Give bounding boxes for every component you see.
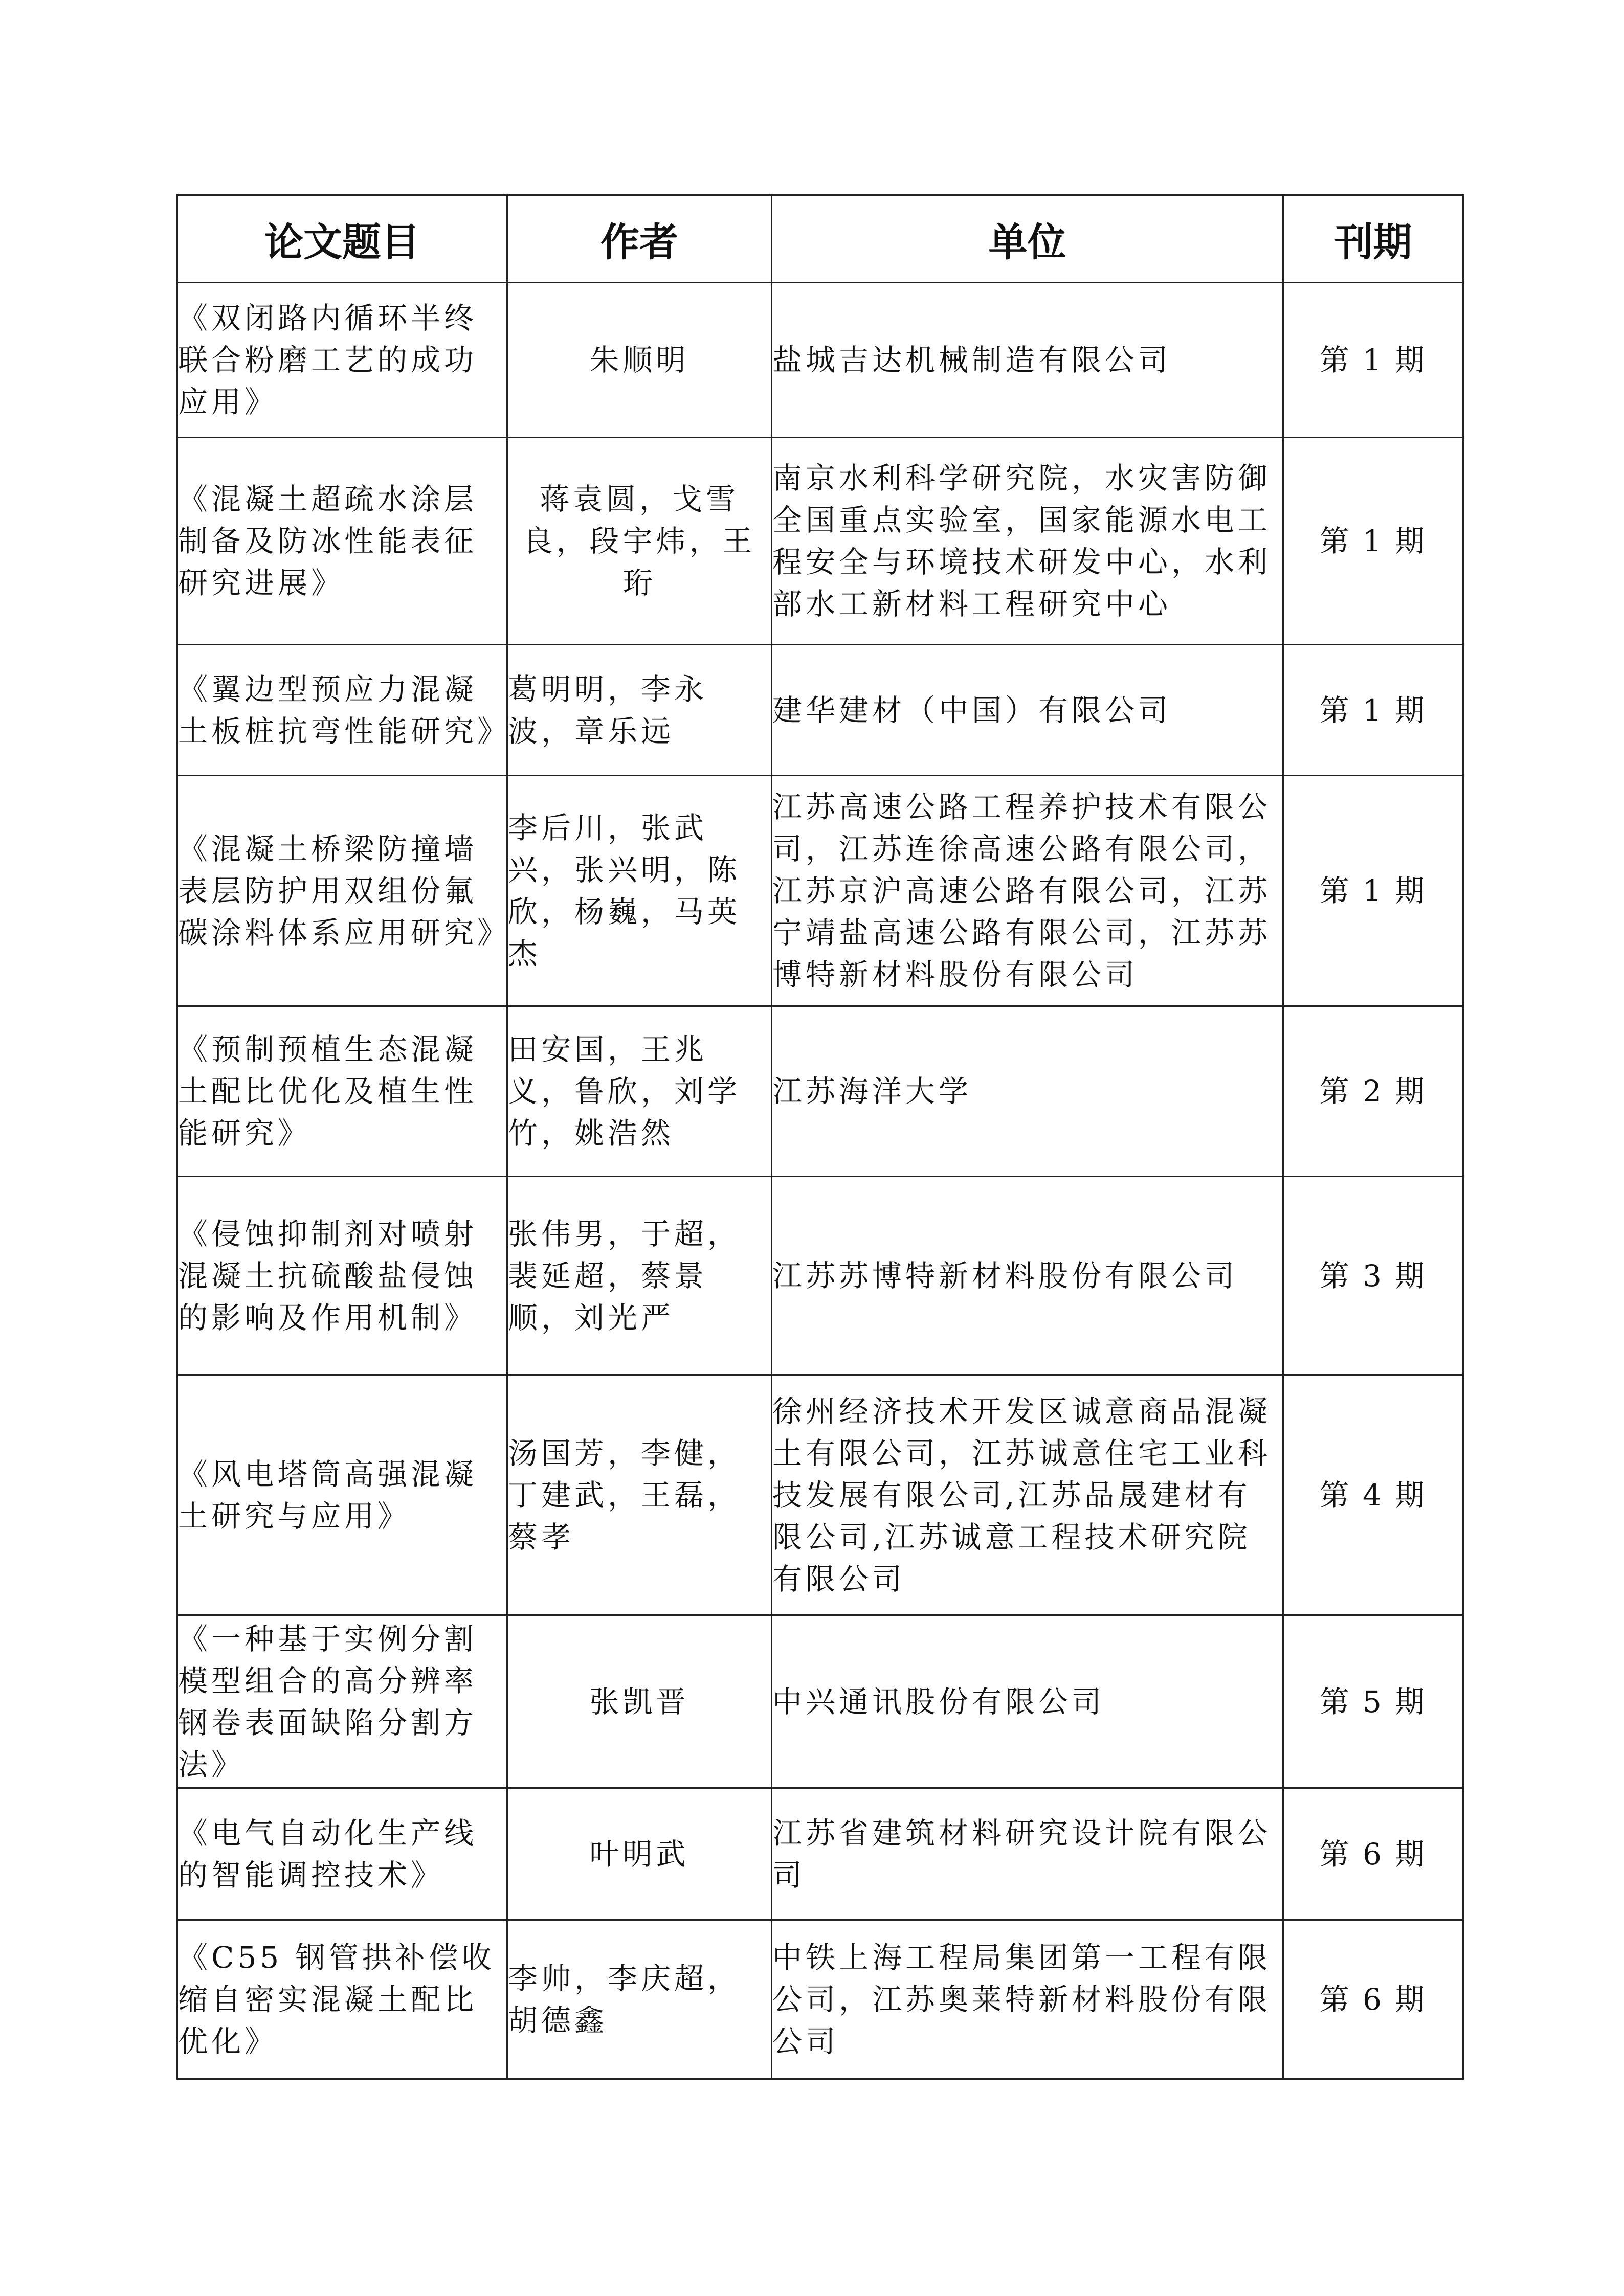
- table-row: [177, 1006, 1463, 1177]
- paper-unit: 江苏苏博特新材料股份有限公司: [772, 1177, 1283, 1375]
- paper-title: 《双闭路内循环半终联合粉磨工艺的成功应用》: [177, 283, 507, 438]
- paper-unit: 徐州经济技术开发区诚意商品混凝土有限公司，江苏诚意住宅工业科技发展有限公司,江苏品晟建材有限公司,江苏诚意工程技术研究院有限公司: [772, 1375, 1283, 1615]
- table-row: [177, 776, 1463, 1006]
- header-row: [177, 195, 1463, 283]
- table-row: [177, 438, 1463, 645]
- paper-author: 叶明武: [507, 1788, 772, 1920]
- table-row: [177, 1375, 1463, 1615]
- paper-issue: 第 1 期: [1283, 438, 1463, 645]
- paper-unit: 中兴通讯股份有限公司: [772, 1615, 1283, 1788]
- paper-unit: 江苏海洋大学: [772, 1006, 1283, 1177]
- paper-author: 张伟男，于超，裴延超，蔡景顺，刘光严: [507, 1177, 772, 1375]
- paper-title: 《电气自动化生产线的智能调控技术》: [177, 1788, 507, 1920]
- paper-issue: 第 5 期: [1283, 1615, 1463, 1788]
- paper-author: 朱顺明: [507, 283, 772, 438]
- header-unit: 单位: [772, 195, 1283, 283]
- paper-title: 《预制预植生态混凝土配比优化及植生性能研究》: [177, 1006, 507, 1177]
- header-author: 作者: [507, 195, 772, 283]
- table-row: [177, 1920, 1463, 2079]
- paper-author: 李帅，李庆超，胡德鑫: [507, 1920, 772, 2079]
- paper-title: 《风电塔筒高强混凝土研究与应用》: [177, 1375, 507, 1615]
- paper-title: 《混凝土超疏水涂层制备及防冰性能表征研究进展》: [177, 438, 507, 645]
- paper-unit: 江苏省建筑材料研究设计院有限公司: [772, 1788, 1283, 1920]
- paper-issue: 第 1 期: [1283, 645, 1463, 776]
- paper-title: 《C55 钢管拱补偿收缩自密实混凝土配比优化》: [177, 1920, 507, 2079]
- paper-author: 汤国芳，李健，丁建武，王磊，蔡孝: [507, 1375, 772, 1615]
- paper-unit: 南京水利科学研究院，水灾害防御全国重点实验室，国家能源水电工程安全与环境技术研发中心，水利部水工新材料工程研究中心: [772, 438, 1283, 645]
- paper-issue: 第 6 期: [1283, 1920, 1463, 2079]
- paper-author: 蒋袁圆，戈雪良，段宇炜，王珩: [507, 438, 772, 645]
- paper-table: [176, 194, 1464, 2080]
- table-row: [177, 1177, 1463, 1375]
- paper-issue: 第 6 期: [1283, 1788, 1463, 1920]
- paper-title: 《翼边型预应力混凝土板桩抗弯性能研究》: [177, 645, 507, 776]
- paper-unit: 中铁上海工程局集团第一工程有限公司，江苏奥莱特新材料股份有限公司: [772, 1920, 1283, 2079]
- header-issue: 刊期: [1283, 195, 1463, 283]
- paper-issue: 第 1 期: [1283, 776, 1463, 1006]
- table-row: [177, 1615, 1463, 1788]
- paper-author: 田安国，王兆义，鲁欣，刘学竹，姚浩然: [507, 1006, 772, 1177]
- paper-title: 《一种基于实例分割模型组合的高分辨率钢卷表面缺陷分割方法》: [177, 1615, 507, 1788]
- paper-issue: 第 1 期: [1283, 283, 1463, 438]
- paper-title: 《混凝土桥梁防撞墙表层防护用双组份氟碳涂料体系应用研究》: [177, 776, 507, 1006]
- paper-issue: 第 3 期: [1283, 1177, 1463, 1375]
- paper-title: 《侵蚀抑制剂对喷射混凝土抗硫酸盐侵蚀的影响及作用机制》: [177, 1177, 507, 1375]
- paper-author: 张凯晋: [507, 1615, 772, 1788]
- paper-unit: 盐城吉达机械制造有限公司: [772, 283, 1283, 438]
- table-row: [177, 1788, 1463, 1920]
- paper-unit: 建华建材（中国）有限公司: [772, 645, 1283, 776]
- table-row: [177, 283, 1463, 438]
- header-title: 论文题目: [177, 195, 507, 283]
- paper-issue: 第 4 期: [1283, 1375, 1463, 1615]
- paper-author: 李后川，张武兴，张兴明，陈欣，杨巍，马英杰: [507, 776, 772, 1006]
- paper-author: 葛明明，李永波，章乐远: [507, 645, 772, 776]
- table-row: [177, 645, 1463, 776]
- paper-unit: 江苏高速公路工程养护技术有限公司，江苏连徐高速公路有限公司，江苏京沪高速公路有限公司，江苏宁靖盐高速公路有限公司，江苏苏博特新材料股份有限公司: [772, 776, 1283, 1006]
- paper-issue: 第 2 期: [1283, 1006, 1463, 1177]
